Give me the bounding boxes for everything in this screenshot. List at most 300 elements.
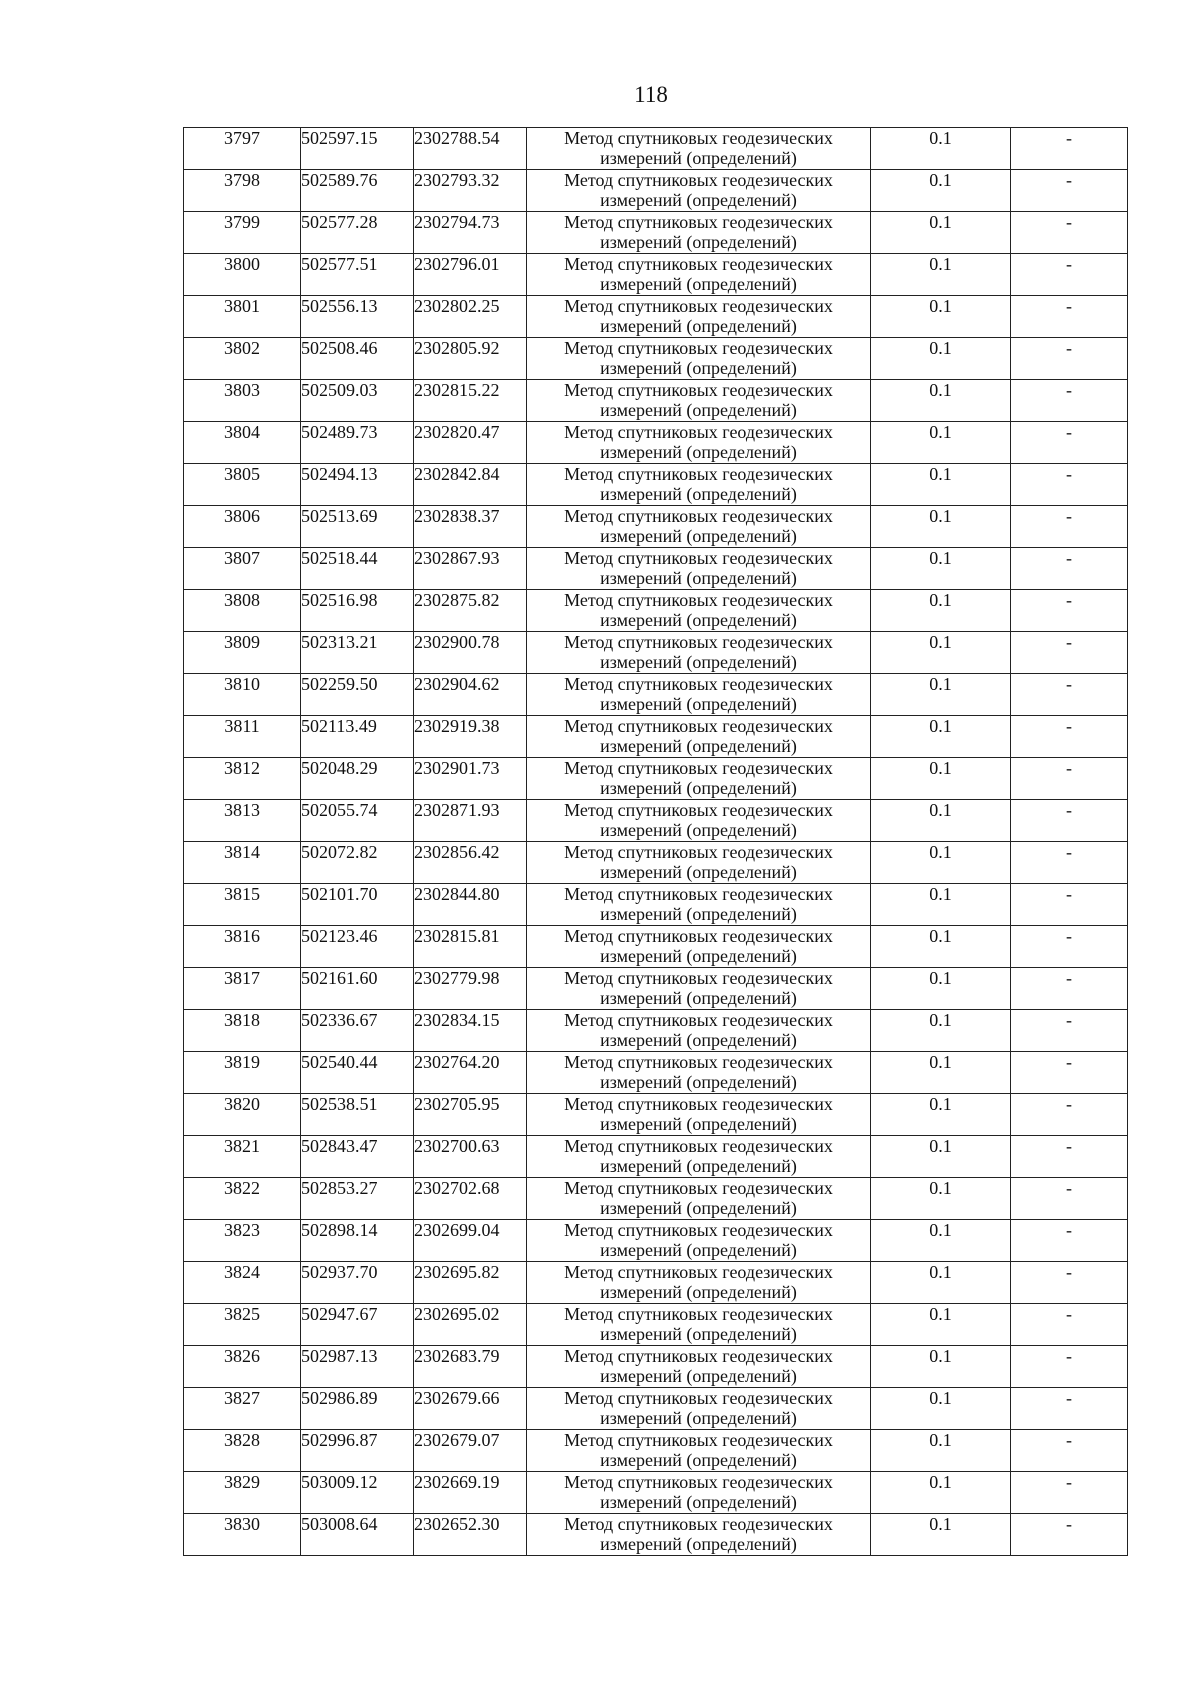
- accuracy-cell: 0.1: [871, 212, 1011, 254]
- coordinates-table: [183, 127, 1128, 1556]
- method-cell: [527, 1346, 871, 1388]
- y-coordinate-cell: 2302802.25: [414, 296, 527, 338]
- method-line-1: Метод спутниковых геодезических: [564, 674, 833, 694]
- method-line-2: измерений (определений): [600, 358, 797, 378]
- note-cell: -: [1011, 1220, 1128, 1262]
- note-cell: -: [1011, 1388, 1128, 1430]
- x-coordinate-cell: 502947.67: [301, 1304, 414, 1346]
- method-line-2: измерений (определений): [600, 568, 797, 588]
- method-line-1: Метод спутниковых геодезических: [564, 1052, 833, 1072]
- x-coordinate-cell: 502161.60: [301, 968, 414, 1010]
- method-line-1: Метод спутниковых геодезических: [564, 800, 833, 820]
- method-cell: [527, 1262, 871, 1304]
- table-row: [184, 1094, 1128, 1136]
- table-row: [184, 464, 1128, 506]
- table-row: [184, 800, 1128, 842]
- y-coordinate-cell: 2302679.07: [414, 1430, 527, 1472]
- note-cell: -: [1011, 212, 1128, 254]
- accuracy-cell: 0.1: [871, 1430, 1011, 1472]
- method-cell: [527, 1220, 871, 1262]
- point-number-cell: 3799: [184, 212, 301, 254]
- method-line-1: Метод спутниковых геодезических: [564, 506, 833, 526]
- method-line-2: измерений (определений): [600, 1450, 797, 1470]
- y-coordinate-cell: 2302695.02: [414, 1304, 527, 1346]
- method-line-1: Метод спутниковых геодезических: [564, 884, 833, 904]
- method-cell: [527, 1178, 871, 1220]
- table-row: [184, 926, 1128, 968]
- accuracy-cell: 0.1: [871, 926, 1011, 968]
- method-cell: [527, 968, 871, 1010]
- table-row: [184, 296, 1128, 338]
- note-cell: -: [1011, 716, 1128, 758]
- method-line-1: Метод спутниковых геодезических: [564, 254, 833, 274]
- accuracy-cell: 0.1: [871, 254, 1011, 296]
- x-coordinate-cell: 502259.50: [301, 674, 414, 716]
- y-coordinate-cell: 2302683.79: [414, 1346, 527, 1388]
- point-number-cell: 3808: [184, 590, 301, 632]
- method-line-2: измерений (определений): [600, 904, 797, 924]
- point-number-cell: 3820: [184, 1094, 301, 1136]
- note-cell: -: [1011, 1346, 1128, 1388]
- note-cell: -: [1011, 758, 1128, 800]
- accuracy-cell: 0.1: [871, 968, 1011, 1010]
- x-coordinate-cell: 502494.13: [301, 464, 414, 506]
- x-coordinate-cell: 502987.13: [301, 1346, 414, 1388]
- method-line-1: Метод спутниковых геодезических: [564, 1262, 833, 1282]
- note-cell: -: [1011, 254, 1128, 296]
- method-line-1: Метод спутниковых геодезических: [564, 1220, 833, 1240]
- table-row: [184, 590, 1128, 632]
- y-coordinate-cell: 2302815.22: [414, 380, 527, 422]
- x-coordinate-cell: 502336.67: [301, 1010, 414, 1052]
- method-cell: [527, 758, 871, 800]
- accuracy-cell: 0.1: [871, 464, 1011, 506]
- page-number: 118: [634, 82, 668, 107]
- y-coordinate-cell: 2302702.68: [414, 1178, 527, 1220]
- method-line-2: измерений (определений): [600, 526, 797, 546]
- method-cell: [527, 884, 871, 926]
- method-line-2: измерений (определений): [600, 316, 797, 336]
- point-number-cell: 3825: [184, 1304, 301, 1346]
- method-cell: [527, 338, 871, 380]
- y-coordinate-cell: 2302834.15: [414, 1010, 527, 1052]
- x-coordinate-cell: 502508.46: [301, 338, 414, 380]
- method-cell: [527, 590, 871, 632]
- y-coordinate-cell: 2302700.63: [414, 1136, 527, 1178]
- point-number-cell: 3810: [184, 674, 301, 716]
- method-cell: [527, 842, 871, 884]
- x-coordinate-cell: 502556.13: [301, 296, 414, 338]
- point-number-cell: 3811: [184, 716, 301, 758]
- method-cell: [527, 212, 871, 254]
- table-row: [184, 674, 1128, 716]
- accuracy-cell: 0.1: [871, 884, 1011, 926]
- method-cell: [527, 1430, 871, 1472]
- note-cell: -: [1011, 1514, 1128, 1556]
- accuracy-cell: 0.1: [871, 1220, 1011, 1262]
- table-row: [184, 1010, 1128, 1052]
- x-coordinate-cell: 502589.76: [301, 170, 414, 212]
- x-coordinate-cell: 502516.98: [301, 590, 414, 632]
- accuracy-cell: 0.1: [871, 422, 1011, 464]
- table-row: [184, 968, 1128, 1010]
- y-coordinate-cell: 2302919.38: [414, 716, 527, 758]
- method-line-1: Метод спутниковых геодезических: [564, 296, 833, 316]
- x-coordinate-cell: 502489.73: [301, 422, 414, 464]
- note-cell: -: [1011, 1472, 1128, 1514]
- point-number-cell: 3802: [184, 338, 301, 380]
- y-coordinate-cell: 2302901.73: [414, 758, 527, 800]
- x-coordinate-cell: 502986.89: [301, 1388, 414, 1430]
- note-cell: -: [1011, 128, 1128, 170]
- method-line-2: измерений (определений): [600, 694, 797, 714]
- method-cell: [527, 464, 871, 506]
- method-cell: [527, 1052, 871, 1094]
- method-line-2: измерений (определений): [600, 1408, 797, 1428]
- note-cell: -: [1011, 1178, 1128, 1220]
- point-number-cell: 3827: [184, 1388, 301, 1430]
- table-row: [184, 506, 1128, 548]
- method-line-2: измерений (определений): [600, 778, 797, 798]
- x-coordinate-cell: 502055.74: [301, 800, 414, 842]
- y-coordinate-cell: 2302669.19: [414, 1472, 527, 1514]
- accuracy-cell: 0.1: [871, 1304, 1011, 1346]
- method-line-1: Метод спутниковых геодезических: [564, 1430, 833, 1450]
- y-coordinate-cell: 2302904.62: [414, 674, 527, 716]
- point-number-cell: 3829: [184, 1472, 301, 1514]
- method-line-1: Метод спутниковых геодезических: [564, 1136, 833, 1156]
- method-line-2: измерений (определений): [600, 1156, 797, 1176]
- table-row: [184, 1262, 1128, 1304]
- note-cell: -: [1011, 1136, 1128, 1178]
- table-row: [184, 1178, 1128, 1220]
- method-line-2: измерений (определений): [600, 1030, 797, 1050]
- y-coordinate-cell: 2302779.98: [414, 968, 527, 1010]
- method-line-1: Метод спутниковых геодезических: [564, 1010, 833, 1030]
- y-coordinate-cell: 2302805.92: [414, 338, 527, 380]
- method-line-2: измерений (определений): [600, 484, 797, 504]
- point-number-cell: 3798: [184, 170, 301, 212]
- point-number-cell: 3801: [184, 296, 301, 338]
- method-line-2: измерений (определений): [600, 1114, 797, 1134]
- x-coordinate-cell: 502072.82: [301, 842, 414, 884]
- point-number-cell: 3803: [184, 380, 301, 422]
- point-number-cell: 3826: [184, 1346, 301, 1388]
- note-cell: -: [1011, 296, 1128, 338]
- method-line-2: измерений (определений): [600, 736, 797, 756]
- method-cell: [527, 422, 871, 464]
- point-number-cell: 3824: [184, 1262, 301, 1304]
- x-coordinate-cell: 502313.21: [301, 632, 414, 674]
- coordinates-table-body: [184, 128, 1128, 1556]
- table-row: [184, 128, 1128, 170]
- table-row: [184, 842, 1128, 884]
- method-line-1: Метод спутниковых геодезических: [564, 1304, 833, 1324]
- point-number-cell: 3818: [184, 1010, 301, 1052]
- note-cell: -: [1011, 926, 1128, 968]
- method-line-1: Метод спутниковых геодезических: [564, 464, 833, 484]
- accuracy-cell: 0.1: [871, 506, 1011, 548]
- x-coordinate-cell: 502853.27: [301, 1178, 414, 1220]
- accuracy-cell: 0.1: [871, 800, 1011, 842]
- table-row: [184, 212, 1128, 254]
- note-cell: -: [1011, 1304, 1128, 1346]
- y-coordinate-cell: 2302875.82: [414, 590, 527, 632]
- x-coordinate-cell: 502577.28: [301, 212, 414, 254]
- table-row: [184, 716, 1128, 758]
- method-line-1: Метод спутниковых геодезических: [564, 842, 833, 862]
- method-line-1: Метод спутниковых геодезических: [564, 1472, 833, 1492]
- y-coordinate-cell: 2302652.30: [414, 1514, 527, 1556]
- point-number-cell: 3800: [184, 254, 301, 296]
- table-row: [184, 380, 1128, 422]
- table-row: [184, 1136, 1128, 1178]
- table-row: [184, 548, 1128, 590]
- point-number-cell: 3809: [184, 632, 301, 674]
- note-cell: -: [1011, 422, 1128, 464]
- point-number-cell: 3816: [184, 926, 301, 968]
- method-line-2: измерений (определений): [600, 988, 797, 1008]
- y-coordinate-cell: 2302867.93: [414, 548, 527, 590]
- method-cell: [527, 170, 871, 212]
- point-number-cell: 3821: [184, 1136, 301, 1178]
- method-line-1: Метод спутниковых геодезических: [564, 170, 833, 190]
- note-cell: -: [1011, 1430, 1128, 1472]
- point-number-cell: 3830: [184, 1514, 301, 1556]
- accuracy-cell: 0.1: [871, 1388, 1011, 1430]
- method-line-2: измерений (определений): [600, 274, 797, 294]
- table-row: [184, 632, 1128, 674]
- point-number-cell: 3815: [184, 884, 301, 926]
- method-line-1: Метод спутниковых геодезических: [564, 1346, 833, 1366]
- x-coordinate-cell: 502048.29: [301, 758, 414, 800]
- method-line-2: измерений (определений): [600, 862, 797, 882]
- method-cell: [527, 380, 871, 422]
- note-cell: -: [1011, 1010, 1128, 1052]
- note-cell: -: [1011, 380, 1128, 422]
- table-row: [184, 170, 1128, 212]
- point-number-cell: 3817: [184, 968, 301, 1010]
- method-line-1: Метод спутниковых геодезических: [564, 422, 833, 442]
- accuracy-cell: 0.1: [871, 1262, 1011, 1304]
- accuracy-cell: 0.1: [871, 842, 1011, 884]
- x-coordinate-cell: 502577.51: [301, 254, 414, 296]
- accuracy-cell: 0.1: [871, 1052, 1011, 1094]
- note-cell: -: [1011, 548, 1128, 590]
- method-line-1: Метод спутниковых геодезических: [564, 758, 833, 778]
- accuracy-cell: 0.1: [871, 296, 1011, 338]
- table-row: [184, 1346, 1128, 1388]
- accuracy-cell: 0.1: [871, 1010, 1011, 1052]
- method-line-1: Метод спутниковых геодезических: [564, 1094, 833, 1114]
- method-line-1: Метод спутниковых геодезических: [564, 632, 833, 652]
- method-cell: [527, 1388, 871, 1430]
- method-line-1: Метод спутниковых геодезических: [564, 1388, 833, 1408]
- accuracy-cell: 0.1: [871, 170, 1011, 212]
- x-coordinate-cell: 502101.70: [301, 884, 414, 926]
- method-line-2: измерений (определений): [600, 442, 797, 462]
- table-row: [184, 1430, 1128, 1472]
- method-line-2: измерений (определений): [600, 1492, 797, 1512]
- method-line-2: измерений (определений): [600, 652, 797, 672]
- point-number-cell: 3822: [184, 1178, 301, 1220]
- accuracy-cell: 0.1: [871, 590, 1011, 632]
- accuracy-cell: 0.1: [871, 674, 1011, 716]
- method-line-2: измерений (определений): [600, 1366, 797, 1386]
- x-coordinate-cell: 502518.44: [301, 548, 414, 590]
- method-cell: [527, 296, 871, 338]
- method-line-1: Метод спутниковых геодезических: [564, 548, 833, 568]
- accuracy-cell: 0.1: [871, 716, 1011, 758]
- method-line-2: измерений (определений): [600, 400, 797, 420]
- method-line-2: измерений (определений): [600, 1282, 797, 1302]
- method-cell: [527, 548, 871, 590]
- point-number-cell: 3813: [184, 800, 301, 842]
- y-coordinate-cell: 2302764.20: [414, 1052, 527, 1094]
- method-cell: [527, 674, 871, 716]
- method-cell: [527, 254, 871, 296]
- x-coordinate-cell: 503009.12: [301, 1472, 414, 1514]
- y-coordinate-cell: 2302796.01: [414, 254, 527, 296]
- x-coordinate-cell: 502538.51: [301, 1094, 414, 1136]
- accuracy-cell: 0.1: [871, 1178, 1011, 1220]
- y-coordinate-cell: 2302820.47: [414, 422, 527, 464]
- table-row: [184, 1388, 1128, 1430]
- y-coordinate-cell: 2302871.93: [414, 800, 527, 842]
- y-coordinate-cell: 2302793.32: [414, 170, 527, 212]
- x-coordinate-cell: 502113.49: [301, 716, 414, 758]
- method-line-2: измерений (определений): [600, 946, 797, 966]
- method-cell: [527, 128, 871, 170]
- x-coordinate-cell: 502996.87: [301, 1430, 414, 1472]
- method-line-1: Метод спутниковых геодезических: [564, 716, 833, 736]
- accuracy-cell: 0.1: [871, 758, 1011, 800]
- accuracy-cell: 0.1: [871, 128, 1011, 170]
- y-coordinate-cell: 2302900.78: [414, 632, 527, 674]
- table-row: [184, 338, 1128, 380]
- x-coordinate-cell: 502843.47: [301, 1136, 414, 1178]
- method-line-1: Метод спутниковых геодезических: [564, 128, 833, 148]
- note-cell: -: [1011, 1094, 1128, 1136]
- point-number-cell: 3814: [184, 842, 301, 884]
- method-cell: [527, 1304, 871, 1346]
- accuracy-cell: 0.1: [871, 338, 1011, 380]
- y-coordinate-cell: 2302815.81: [414, 926, 527, 968]
- note-cell: -: [1011, 632, 1128, 674]
- y-coordinate-cell: 2302699.04: [414, 1220, 527, 1262]
- note-cell: -: [1011, 800, 1128, 842]
- y-coordinate-cell: 2302856.42: [414, 842, 527, 884]
- point-number-cell: 3823: [184, 1220, 301, 1262]
- x-coordinate-cell: 503008.64: [301, 1514, 414, 1556]
- point-number-cell: 3828: [184, 1430, 301, 1472]
- note-cell: -: [1011, 1262, 1128, 1304]
- method-line-2: измерений (определений): [600, 1198, 797, 1218]
- method-cell: [527, 1010, 871, 1052]
- method-line-2: измерений (определений): [600, 190, 797, 210]
- method-line-1: Метод спутниковых геодезических: [564, 926, 833, 946]
- note-cell: -: [1011, 968, 1128, 1010]
- method-line-2: измерений (определений): [600, 610, 797, 630]
- accuracy-cell: 0.1: [871, 380, 1011, 422]
- method-cell: [527, 716, 871, 758]
- table-row: [184, 1472, 1128, 1514]
- y-coordinate-cell: 2302705.95: [414, 1094, 527, 1136]
- method-line-1: Метод спутниковых геодезических: [564, 380, 833, 400]
- accuracy-cell: 0.1: [871, 1346, 1011, 1388]
- y-coordinate-cell: 2302838.37: [414, 506, 527, 548]
- note-cell: -: [1011, 884, 1128, 926]
- method-cell: [527, 1094, 871, 1136]
- x-coordinate-cell: 502123.46: [301, 926, 414, 968]
- method-line-1: Метод спутниковых геодезических: [564, 968, 833, 988]
- method-cell: [527, 1136, 871, 1178]
- accuracy-cell: 0.1: [871, 1094, 1011, 1136]
- method-line-2: измерений (определений): [600, 1240, 797, 1260]
- point-number-cell: 3807: [184, 548, 301, 590]
- y-coordinate-cell: 2302842.84: [414, 464, 527, 506]
- note-cell: -: [1011, 170, 1128, 212]
- point-number-cell: 3812: [184, 758, 301, 800]
- method-line-2: измерений (определений): [600, 820, 797, 840]
- point-number-cell: 3797: [184, 128, 301, 170]
- table-row: [184, 1220, 1128, 1262]
- x-coordinate-cell: 502540.44: [301, 1052, 414, 1094]
- accuracy-cell: 0.1: [871, 1472, 1011, 1514]
- method-line-1: Метод спутниковых геодезических: [564, 338, 833, 358]
- note-cell: -: [1011, 674, 1128, 716]
- method-line-1: Метод спутниковых геодезических: [564, 1178, 833, 1198]
- table-row: [184, 1514, 1128, 1556]
- table-row: [184, 758, 1128, 800]
- table-row: [184, 254, 1128, 296]
- method-line-1: Метод спутниковых геодезических: [564, 590, 833, 610]
- y-coordinate-cell: 2302679.66: [414, 1388, 527, 1430]
- method-line-2: измерений (определений): [600, 1072, 797, 1092]
- method-line-2: измерений (определений): [600, 148, 797, 168]
- table-row: [184, 1052, 1128, 1094]
- table-row: [184, 422, 1128, 464]
- note-cell: -: [1011, 590, 1128, 632]
- method-cell: [527, 926, 871, 968]
- x-coordinate-cell: 502898.14: [301, 1220, 414, 1262]
- point-number-cell: 3806: [184, 506, 301, 548]
- accuracy-cell: 0.1: [871, 548, 1011, 590]
- accuracy-cell: 0.1: [871, 632, 1011, 674]
- point-number-cell: 3819: [184, 1052, 301, 1094]
- note-cell: -: [1011, 1052, 1128, 1094]
- method-line-2: измерений (определений): [600, 232, 797, 252]
- x-coordinate-cell: 502597.15: [301, 128, 414, 170]
- accuracy-cell: 0.1: [871, 1514, 1011, 1556]
- method-cell: [527, 800, 871, 842]
- note-cell: -: [1011, 506, 1128, 548]
- method-cell: [527, 632, 871, 674]
- method-line-2: измерений (определений): [600, 1534, 797, 1554]
- y-coordinate-cell: 2302844.80: [414, 884, 527, 926]
- x-coordinate-cell: 502509.03: [301, 380, 414, 422]
- point-number-cell: 3804: [184, 422, 301, 464]
- point-number-cell: 3805: [184, 464, 301, 506]
- y-coordinate-cell: 2302788.54: [414, 128, 527, 170]
- accuracy-cell: 0.1: [871, 1136, 1011, 1178]
- x-coordinate-cell: 502937.70: [301, 1262, 414, 1304]
- method-cell: [527, 506, 871, 548]
- table-row: [184, 1304, 1128, 1346]
- y-coordinate-cell: 2302794.73: [414, 212, 527, 254]
- table-row: [184, 884, 1128, 926]
- method-cell: [527, 1472, 871, 1514]
